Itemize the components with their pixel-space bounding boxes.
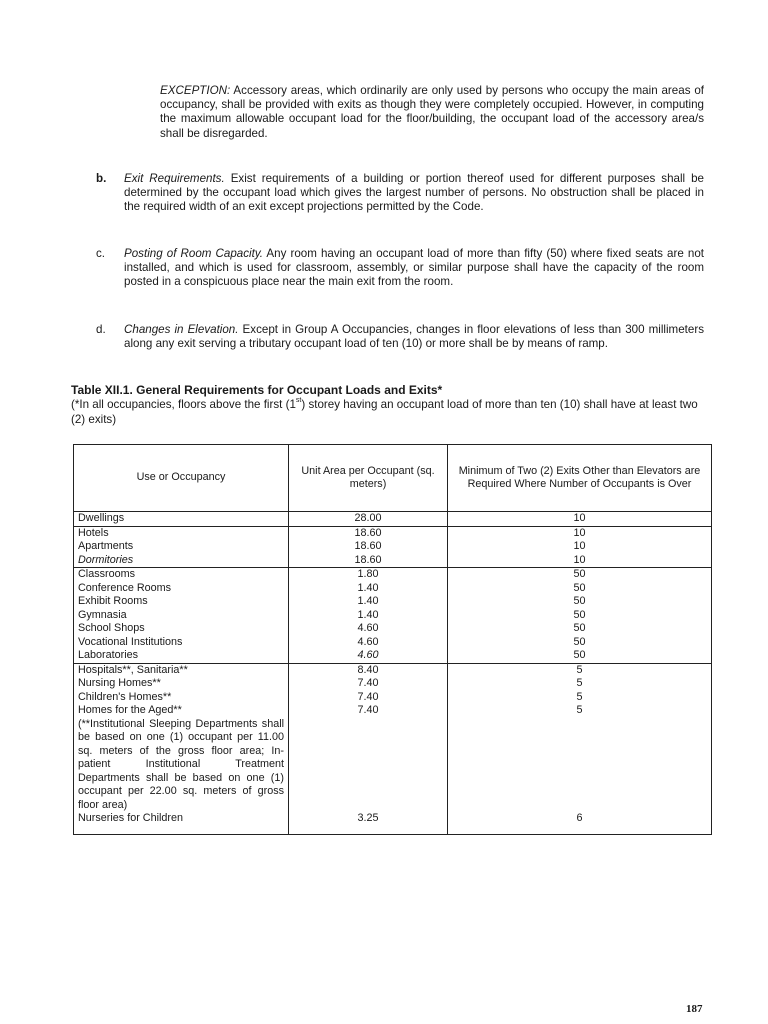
item-c-text: Any room having an occupant load of more than fifty (50) where fixed seats are not installed, and which is used for classroom, assembly, or similar purpose shall have the capacity of the room posted in a conspicuous place near the main exit from the room. (124, 247, 704, 289)
item-c-title: Posting of Room Capacity. (124, 247, 263, 260)
item-c-marker: c. (96, 247, 106, 260)
cell-area: 18.60 (289, 526, 448, 540)
cell-area: 18.60 (289, 540, 448, 554)
cell-empty (448, 718, 712, 813)
header-use: Use or Occupancy (74, 445, 289, 512)
cell-occupants: 10 (448, 526, 712, 540)
item-b-title: Exit Requirements. (124, 172, 225, 185)
table-row (74, 649, 712, 663)
cell-use (74, 554, 289, 568)
cell-occupants: 50 (448, 636, 712, 650)
cell-occupants: 50 (448, 568, 712, 582)
item-b-paragraph (124, 172, 704, 215)
cell-use: Apartments (74, 540, 289, 554)
cell-use: Exhibit Rooms (74, 595, 289, 609)
cell-occupants: 50 (448, 622, 712, 636)
item-c-paragraph (124, 247, 704, 290)
table-row (74, 622, 712, 636)
cell-use: Hospitals**, Sanitaria** (74, 663, 289, 677)
table-row (74, 704, 712, 718)
table-title: Table XII.1. General Requirements for Occupant Loads and Exits* (71, 383, 443, 397)
cell-occupants: 5 (448, 691, 712, 705)
item-d-paragraph (124, 323, 704, 351)
table-row (74, 636, 712, 650)
cell-occupants: 5 (448, 677, 712, 691)
cell-area: 4.60 (289, 622, 448, 636)
cell-area: 1.80 (289, 568, 448, 582)
cell-use-italic: Dormitories (78, 553, 134, 566)
cell-occupants: 10 (448, 554, 712, 568)
cell-area: 7.40 (289, 677, 448, 691)
cell-area: 28.00 (289, 512, 448, 527)
cell-area: 1.40 (289, 595, 448, 609)
item-d-marker: d. (96, 323, 106, 336)
table-row (74, 812, 712, 834)
cell-area: 7.40 (289, 691, 448, 705)
cell-use: Nurseries for Children (74, 812, 289, 834)
cell-use: Dwellings (74, 512, 289, 527)
table-note-before: (*In all occupancies, floors above the first (1 (71, 398, 296, 411)
cell-use: Conference Rooms (74, 582, 289, 596)
cell-area: 8.40 (289, 663, 448, 677)
table-footnote-row (74, 718, 712, 813)
table-note-sup: st (295, 397, 302, 404)
table-row (74, 540, 712, 554)
cell-empty (289, 718, 448, 813)
cell-use: Children's Homes** (74, 691, 289, 705)
table-row (74, 691, 712, 705)
exception-paragraph (160, 84, 704, 141)
cell-area: 7.40 (289, 704, 448, 718)
cell-use: School Shops (74, 622, 289, 636)
table-row (74, 595, 712, 609)
cell-occupants: 50 (448, 649, 712, 663)
table-note (71, 397, 706, 427)
table-row (74, 609, 712, 623)
cell-occupants: 10 (448, 512, 712, 527)
cell-area-italic: 4.60 (357, 649, 379, 661)
cell-footnote: (**Institutional Sleeping Departments shall be based on one (1) occupant per 11.00 sq. meters of the gross floor area; In-patient Institutional Treatment Departments shall be based on one (1) occupant per 22.00 sq. meters of gross floor area) (74, 718, 289, 813)
cell-area: 1.40 (289, 582, 448, 596)
exception-text: Accessory areas, which ordinarily are only used by persons who occupy the main areas of occupancy, shall be provided with exits as though they were completely occupied. However, in computing the maximum allowable occupant load for the floor/building, the occupant load of the accessory area/s shall be disregarded. (160, 84, 704, 140)
item-b-text: Exist requirements of a building or portion thereof used for different purposes shall be determined by the occupant load which gives the largest number of persons. No obstruction shall be placed in the required width of an exit except projections permitted by the Code. (124, 172, 704, 214)
cell-occupants: 10 (448, 540, 712, 554)
cell-area: 1.40 (289, 609, 448, 623)
item-d-title: Changes in Elevation. (124, 323, 239, 336)
cell-use: Gymnasia (74, 609, 289, 623)
cell-use: Homes for the Aged** (74, 704, 289, 718)
cell-occupants: 6 (448, 812, 712, 834)
header-unit-area: Unit Area per Occupant (sq. meters) (289, 445, 448, 512)
table-row (74, 663, 712, 677)
cell-area: 4.60 (289, 636, 448, 650)
cell-use: Vocational Institutions (74, 636, 289, 650)
page-number: 187 (686, 1003, 703, 1015)
cell-use: Hotels (74, 526, 289, 540)
cell-area (289, 649, 448, 663)
table-row (74, 526, 712, 540)
cell-occupants: 50 (448, 582, 712, 596)
cell-area: 3.25 (289, 812, 448, 834)
cell-occupants: 5 (448, 704, 712, 718)
table-note-after: ) storey having an occupant load of more than ten (10) shall have at least two (2) exits) (71, 398, 698, 426)
cell-occupants: 5 (448, 663, 712, 677)
table-header-row (74, 445, 712, 512)
table-row (74, 554, 712, 568)
cell-use: Classrooms (74, 568, 289, 582)
item-b-marker: b. (96, 172, 107, 185)
cell-area: 18.60 (289, 554, 448, 568)
table-row (74, 568, 712, 582)
table-row (74, 512, 712, 527)
cell-occupants: 50 (448, 609, 712, 623)
table-row (74, 582, 712, 596)
table-row (74, 677, 712, 691)
cell-occupants: 50 (448, 595, 712, 609)
cell-use: Laboratories (74, 649, 289, 663)
exception-label: EXCEPTION: (160, 84, 231, 97)
header-min-exits: Minimum of Two (2) Exits Other than Elevators are Required Where Number of Occupants is Over (448, 445, 712, 512)
cell-use: Nursing Homes** (74, 677, 289, 691)
item-d-text: Except in Group A Occupancies, changes in floor elevations of less than 300 millimeters along any exit serving a tributary occupant load of ten (10) or more shall be by means of ramp. (124, 323, 704, 351)
occupant-load-table (73, 444, 712, 835)
